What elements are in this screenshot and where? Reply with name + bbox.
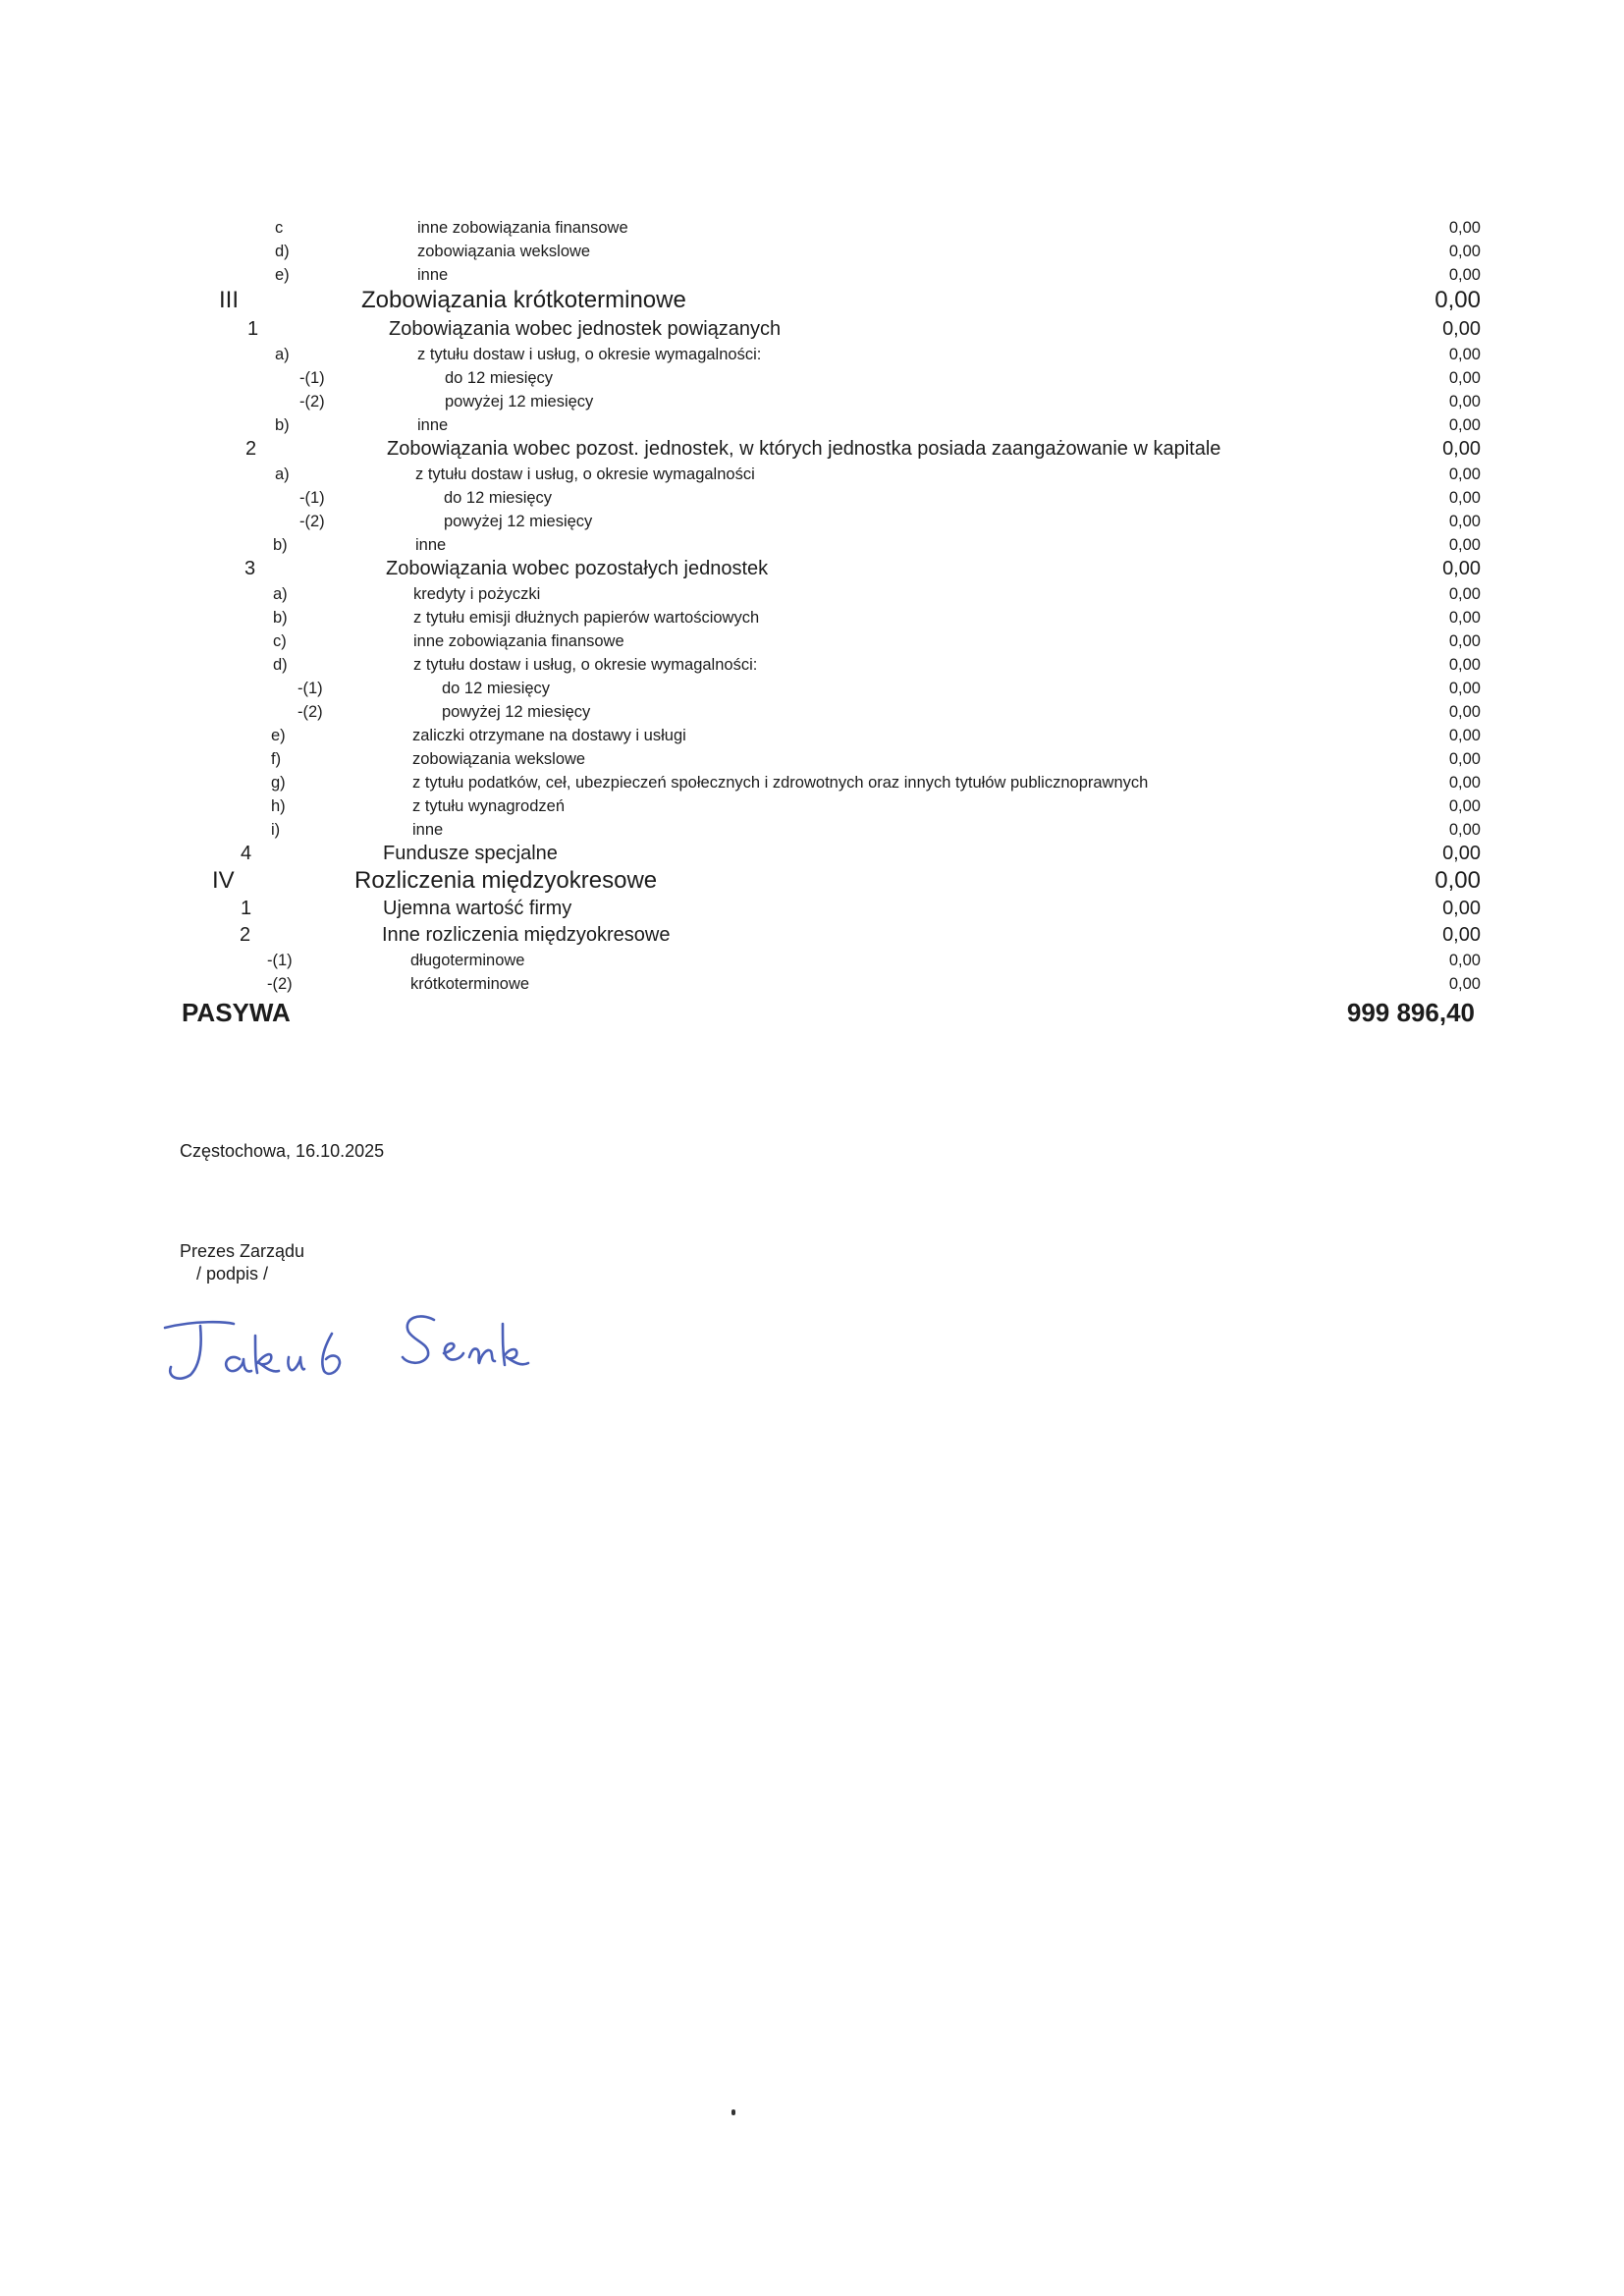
row-label: z tytułu wynagrodzeń [412, 797, 566, 815]
row-id: c [275, 219, 284, 237]
row-id: h) [271, 797, 286, 815]
row-value: 0,00 [1448, 489, 1481, 507]
row-value: 0,00 [1442, 924, 1481, 946]
table-row-group [0, 438, 1624, 467]
row-value: 0,00 [1442, 558, 1481, 579]
row-label: długoterminowe [410, 952, 525, 969]
row-id: d) [273, 656, 288, 674]
total-label: PASYWA [182, 998, 291, 1027]
row-label: powyżej 12 miesięcy [442, 703, 591, 721]
row-label: inne zobowiązania finansowe [413, 632, 624, 650]
table-row-group [0, 318, 1624, 348]
row-label: Zobowiązania krótkoterminowe [361, 287, 686, 313]
place-date: Częstochowa, 16.10.2025 [180, 1141, 385, 1161]
row-value: 0,00 [1448, 750, 1481, 768]
row-label: inne [412, 821, 444, 839]
row-value: 0,00 [1448, 797, 1481, 815]
row-value: 0,00 [1448, 536, 1481, 554]
table-row-group [0, 898, 1624, 927]
row-id: b) [273, 609, 288, 627]
row-value: 0,00 [1448, 266, 1481, 284]
row-id: e) [275, 266, 290, 284]
row-value: 0,00 [1448, 585, 1481, 603]
row-label: do 12 miesięcy [444, 489, 553, 507]
row-label: z tytułu emisji dłużnych papierów wartościowych [413, 609, 760, 627]
row-id: 3 [244, 558, 256, 579]
row-id: IV [212, 867, 235, 894]
row-id: a) [273, 585, 288, 603]
row-value: 0,00 [1448, 416, 1481, 434]
total-row [0, 998, 1624, 1027]
row-id: c) [273, 632, 287, 650]
row-label: Rozliczenia międzyokresowe [354, 867, 658, 894]
row-label: Zobowiązania wobec pozost. jednostek, w których jednostka posiada zaangażowanie w kapitale [387, 438, 1221, 460]
row-label: z tytułu dostaw i usług, o okresie wymagalności [415, 465, 755, 483]
row-id: -(1) [298, 680, 323, 697]
row-label: inne [415, 536, 447, 554]
row-id: f) [271, 750, 282, 768]
row-value: 0,00 [1442, 843, 1481, 864]
row-value: 0,00 [1448, 513, 1481, 530]
row-value: 0,00 [1442, 898, 1481, 919]
row-label: powyżej 12 miesięcy [445, 393, 594, 410]
row-value: 0,00 [1448, 243, 1481, 260]
total-value: 999 896,40 [1346, 998, 1475, 1027]
row-id: e) [271, 727, 286, 744]
row-id: d) [275, 243, 290, 260]
row-id: a) [275, 346, 290, 363]
row-value: 0,00 [1448, 393, 1481, 410]
table-row-group [0, 924, 1624, 954]
row-value: 0,00 [1448, 632, 1481, 650]
row-id: 4 [241, 843, 252, 864]
signatory-role: Prezes Zarządu [180, 1241, 305, 1261]
row-value: 0,00 [1448, 656, 1481, 674]
row-id: -(1) [267, 952, 293, 969]
row-id: III [219, 287, 240, 313]
row-label: Inne rozliczenia międzyokresowe [382, 924, 671, 946]
row-label: zobowiązania wekslowe [412, 750, 586, 768]
row-value: 0,00 [1448, 952, 1481, 969]
row-label: powyżej 12 miesięcy [444, 513, 593, 530]
table-row-section [0, 867, 1624, 897]
row-label: do 12 miesięcy [445, 369, 554, 387]
row-id: b) [273, 536, 288, 554]
signature-note: / podpis / [196, 1264, 269, 1284]
row-label: krótkoterminowe [410, 975, 530, 993]
row-value: 0,00 [1442, 318, 1481, 340]
row-label: Ujemna wartość firmy [383, 898, 572, 919]
row-value: 0,00 [1435, 287, 1481, 313]
row-id: 1 [247, 318, 259, 340]
row-value: 0,00 [1448, 219, 1481, 237]
row-id: -(2) [299, 513, 325, 530]
row-value: 0,00 [1448, 975, 1481, 993]
row-value: 0,00 [1435, 867, 1481, 894]
row-id: -(2) [299, 393, 325, 410]
row-id: 1 [241, 898, 252, 919]
row-label: z tytułu dostaw i usług, o okresie wymagalności: [413, 656, 758, 674]
row-value: 0,00 [1442, 438, 1481, 460]
row-id: -(1) [299, 489, 325, 507]
row-id: -(2) [267, 975, 293, 993]
row-id: 2 [240, 924, 251, 946]
row-label: inne [417, 416, 449, 434]
row-id: i) [271, 821, 281, 839]
row-value: 0,00 [1448, 369, 1481, 387]
row-value: 0,00 [1448, 727, 1481, 744]
row-value: 0,00 [1448, 703, 1481, 721]
table-row-section [0, 287, 1624, 316]
row-id: g) [271, 774, 286, 792]
row-value: 0,00 [1448, 609, 1481, 627]
row-label: zobowiązania wekslowe [417, 243, 591, 260]
row-value: 0,00 [1448, 346, 1481, 363]
row-label: z tytułu dostaw i usług, o okresie wymagalności: [417, 346, 762, 363]
row-label: Zobowiązania wobec pozostałych jednostek [386, 558, 769, 579]
row-label: inne [417, 266, 449, 284]
row-value: 0,00 [1448, 821, 1481, 839]
row-id: -(2) [298, 703, 323, 721]
row-id: -(1) [299, 369, 325, 387]
table-row-group [0, 558, 1624, 587]
row-value: 0,00 [1448, 680, 1481, 697]
scan-speck [731, 2109, 735, 2115]
row-id: a) [275, 465, 290, 483]
row-label: Zobowiązania wobec jednostek powiązanych [389, 318, 782, 340]
row-label: Fundusze specjalne [383, 843, 558, 864]
row-label: do 12 miesięcy [442, 680, 551, 697]
row-label: inne zobowiązania finansowe [417, 219, 628, 237]
row-value: 0,00 [1448, 774, 1481, 792]
handwritten-signature [157, 1298, 589, 1406]
row-label: z tytułu podatków, ceł, ubezpieczeń społecznych i zdrowotnych oraz innych tytułów publicznoprawnych [412, 774, 1149, 792]
row-value: 0,00 [1448, 465, 1481, 483]
row-label: kredyty i pożyczki [413, 585, 541, 603]
row-id: 2 [245, 438, 257, 460]
row-id: b) [275, 416, 290, 434]
row-label: zaliczki otrzymane na dostawy i usługi [412, 727, 686, 744]
